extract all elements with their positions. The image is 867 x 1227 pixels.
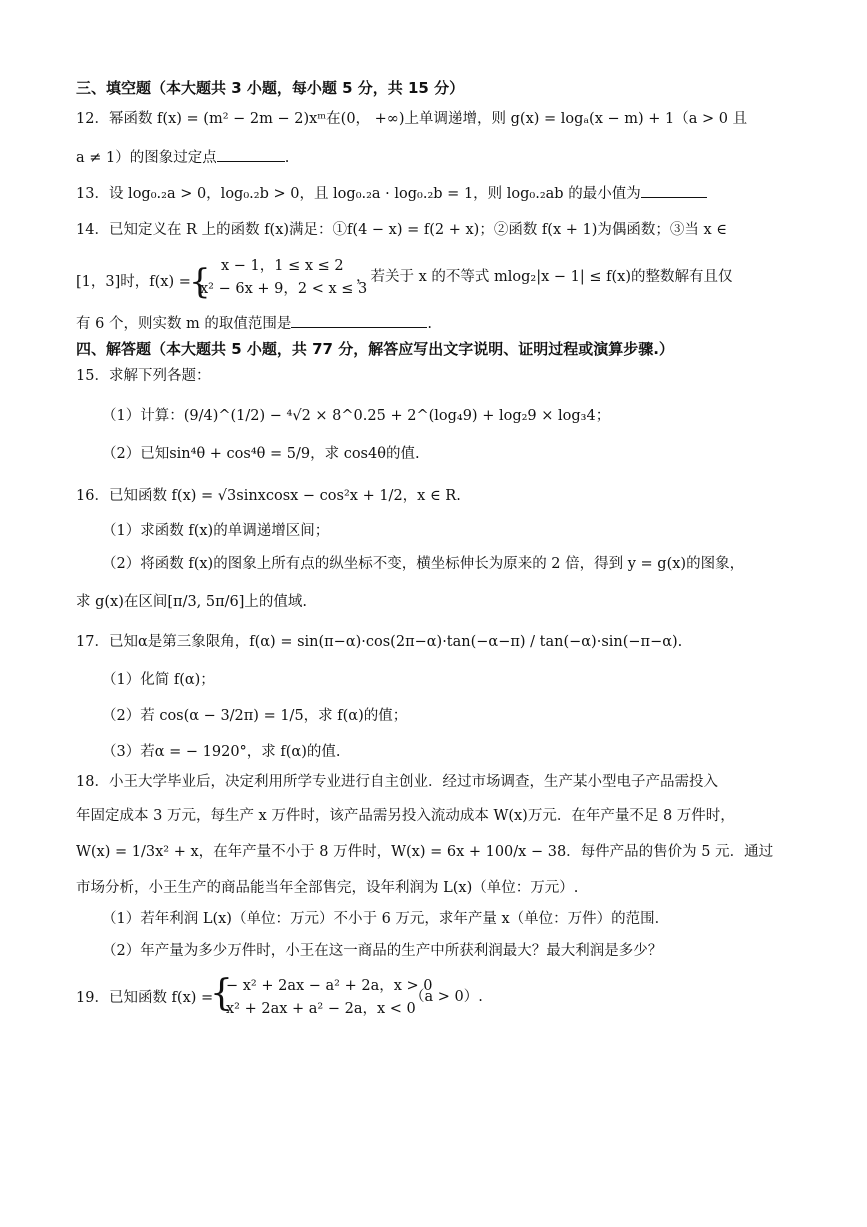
answer-blank-13 — [641, 183, 707, 198]
question-15-part-2: （2）已知sin⁴θ + cos⁴θ = 5/9，求 cos4θ的值. — [102, 446, 420, 462]
piecewise-brace-19: { — [210, 973, 233, 1014]
question-14-line-1: 14．已知定义在 R 上的函数 f(x)满足：①f(4 − x) = f(2 + x)；②函数 f(x + 1)为偶函数；③当 x ∈ — [76, 222, 728, 238]
question-12-line-1: 12．幂函数 f(x) = (m² − 2m − 2)xᵐ在(0， +∞)上单调递增，则 g(x) = logₐ(x − m) + 1（a > 0 且 — [76, 111, 748, 127]
question-16-part-2-line-1: （2）将函数 f(x)的图象上所有点的纵坐标不变，横坐标伸长为原来的 2 倍，得到 y = g(x)的图象， — [102, 556, 745, 572]
question-15: 15．求解下列各题： — [76, 368, 211, 384]
section-4-title: 四、解答题（本大题共 5 小题，共 77 分，解答应写出文字说明、证明过程或演算步骤.） — [76, 340, 674, 358]
question-19-suffix: （a > 0）. — [410, 989, 483, 1005]
question-13-text: 13．设 log₀.₂a > 0，log₀.₂b > 0，且 log₀.₂a · log₀.₂b = 1，则 log₀.₂ab 的最小值为 — [76, 186, 641, 202]
question-18-part-1: （1）若年利润 L(x)（单位：万元）不小于 6 万元，求年产量 x（单位：万件）的范围． — [102, 911, 670, 927]
answer-blank-14 — [291, 313, 427, 328]
question-17-part-2: （2）若 cos(α − 3/2π) = 1/5，求 f(α)的值； — [102, 708, 408, 724]
question-16-part-2-line-2: 求 g(x)在区间[π/3, 5π/6]上的值域. — [76, 594, 308, 610]
question-15-part-1: （1）计算：(9/4)^(1/2) − ⁴√2 × 8^0.25 + 2^(log₄9) + log₂9 × log₃4； — [102, 408, 611, 424]
question-14-case-1: x − 1，1 ≤ x ≤ 2 — [221, 258, 344, 274]
question-17-part-3: （3）若α = − 1920°，求 f(α)的值. — [102, 744, 341, 760]
question-14-case-2: x² − 6x + 9，2 < x ≤ 3 — [200, 281, 368, 297]
question-19-case-2: x² + 2ax + a² − 2a，x < 0 — [226, 1001, 416, 1017]
question-18-part-2: （2）年产量为多少万件时，小王在这一商品的生产中所获利润最大？最大利润是多少？ — [102, 943, 663, 959]
question-19-prefix: 19．已知函数 f(x) = — [76, 990, 214, 1006]
piecewise-brace-14: { — [189, 262, 211, 302]
question-14-text-3: 有 6 个，则实数 m 的取值范围是 — [76, 316, 292, 332]
answer-blank-12 — [217, 147, 285, 162]
question-16: 16．已知函数 f(x) = √3sinxcosx − cos²x + 1/2，x ∈ R. — [76, 488, 461, 504]
question-18-line-2: 年固定成本 3 万元，每生产 x 万件时，该产品需另投入流动成本 W(x)万元．在年产量不足 8 万件时， — [76, 808, 735, 824]
question-18-line-4: 市场分析，小王生产的商品能当年全部售完，设年利润为 L(x)（单位：万元）. — [76, 880, 579, 896]
section-3-title: 三、填空题（本大题共 3 小题，每小题 5 分，共 15 分） — [76, 79, 465, 97]
question-14-end: . — [427, 316, 433, 332]
question-18-line-3: W(x) = 1/3x² + x，在年产量不小于 8 万件时，W(x) = 6x + 100/x − 38．每件产品的售价为 5 元．通过 — [76, 844, 774, 860]
question-19-case-1: − x² + 2ax − a² + 2a，x > 0 — [226, 978, 433, 994]
question-12-line-2 — [76, 147, 289, 168]
question-17: 17．已知α是第三象限角，f(α) = sin(π−α)·cos(2π−α)·tan(−α−π) / tan(−α)·sin(−π−α). — [76, 634, 683, 650]
question-14-suffix: ，若关于 x 的不等式 mlog₂|x − 1| ≤ f(x)的整数解有且仅 — [356, 269, 733, 285]
question-17-part-1: （1）化简 f(α)； — [102, 672, 215, 688]
question-12-end: . — [284, 150, 290, 166]
question-13 — [76, 183, 707, 204]
question-14-prefix: [1，3]时，f(x) = — [76, 274, 191, 290]
question-16-part-1: （1）求函数 f(x)的单调递增区间； — [102, 523, 330, 539]
question-12-text: a ≠ 1）的图象过定点 — [76, 150, 217, 166]
question-18-line-1: 18．小王大学毕业后，决定利用所学专业进行自主创业．经过市场调查，生产某小型电子产品需投入 — [76, 774, 718, 790]
question-14-line-3 — [76, 313, 432, 334]
